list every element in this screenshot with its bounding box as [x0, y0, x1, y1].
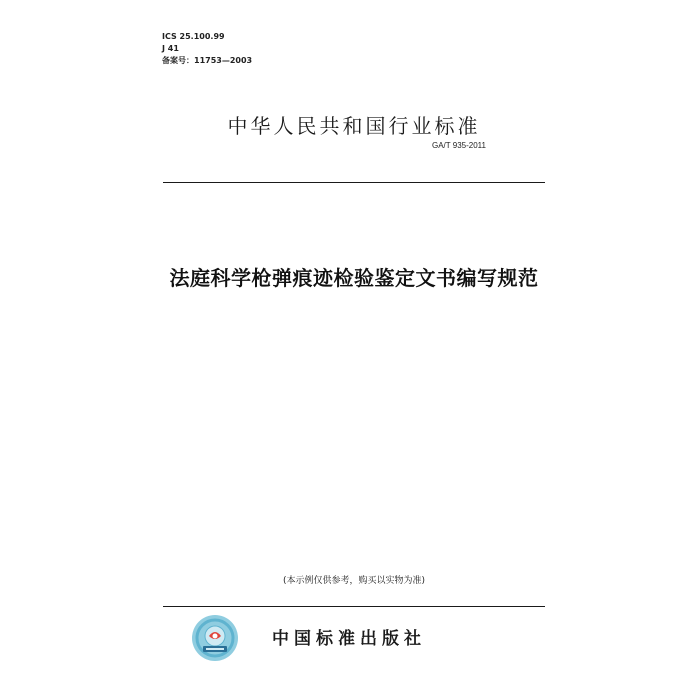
classification-block	[162, 31, 252, 67]
ics-code: ICS 25.100.99	[162, 32, 225, 41]
filing-number: 备案号：11753—2003	[162, 56, 253, 65]
ccs-code: J 41	[162, 44, 179, 53]
top-divider	[163, 182, 545, 183]
publisher-seal-icon	[191, 614, 239, 662]
standard-category-title: 中华人民共和国行业标准	[227, 114, 481, 138]
bottom-divider	[163, 606, 545, 607]
sample-notice: (本示例仅供参考，购买以实物为准)	[282, 576, 426, 586]
standard-code: GA/T 935-2011	[432, 141, 486, 150]
document-title: 法庭科学枪弹痕迹检验鉴定文书编写规范	[169, 266, 539, 290]
publisher-name: 中国标准出版社	[272, 629, 426, 649]
